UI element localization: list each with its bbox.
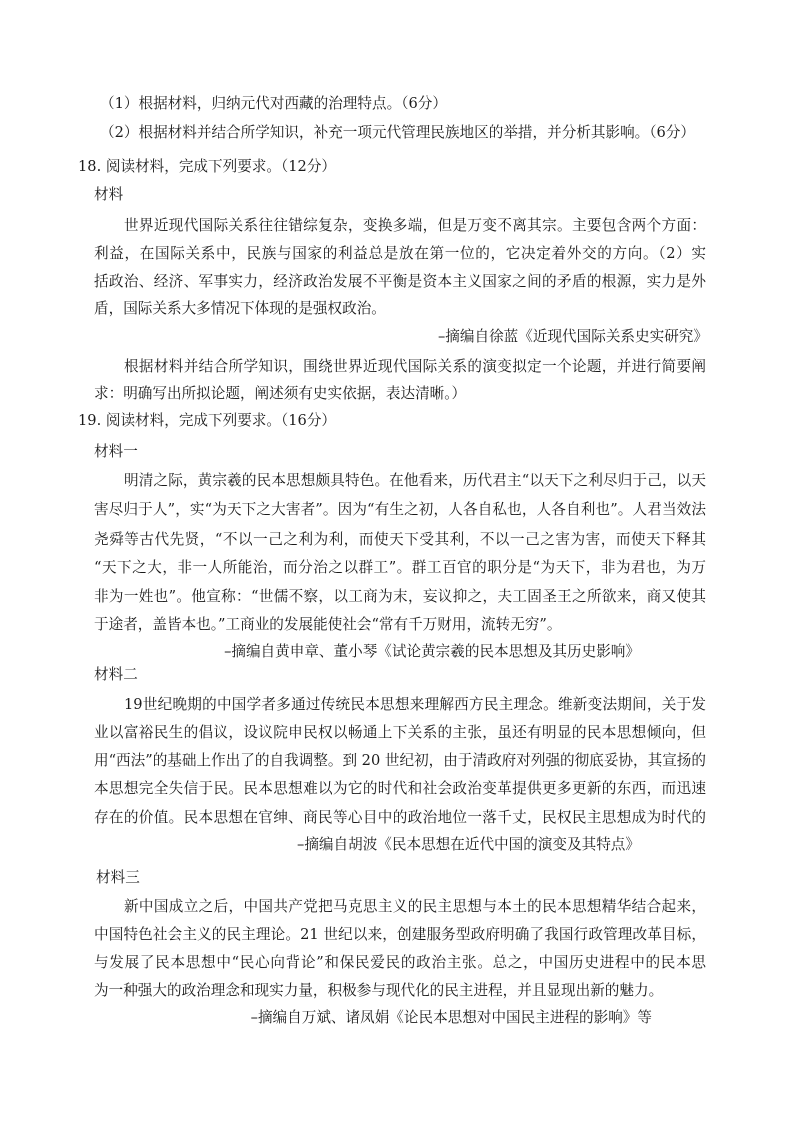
q17-sub1: （1）根据材料，归纳元代对西藏的治理特点。（6分） [100,95,447,112]
q19-m1-line: “天下之大，非一人所能治，而分治之以群工”。群工百官的职分是“为天下，非为君也，为万 [94,559,706,576]
q19-title: 19. 阅读材料，完成下列要求。（16分） [78,412,337,429]
q19-m1-line: 明清之际，黄宗羲的民本思想颇具特色。在他看来，历代君主“以天下之利尽归于己，以天 [124,472,706,489]
q18-task-line: 根据材料并结合所学知识，围绕世界近现代国际关系的演变拟定一个论题，并进行简要阐 [124,358,706,375]
q18-text-line: 盾，国际关系大多情况下体现的是强权政治。 [94,300,386,317]
q19-m3-line: 与发展了民本思想中“民心向背论”和保民爱民的政治主张。总之，中国历史进程中的民本思 [94,954,706,971]
q19-m3-label: 材料三 [96,869,140,886]
q19-m2-label: 材料二 [94,666,138,683]
q19-m2-line: 业以富裕民生的倡议，设议院申民权以畅通上下关系的主张，虽还有明显的民本思想倾向，但 [94,724,706,741]
q19-m1-source: –摘编自黄申章、董小琴《试论黄宗羲的民本思想及其历史影响》 [224,643,640,660]
q18-title: 18. 阅读材料，完成下列要求。（12分） [78,158,337,175]
q19-m3-line: 中国特色社会主义的民主理论。21 世纪以来，创建服务型政府明确了我国行政管理改革目标， [94,926,706,943]
q18-text-line: 世界近现代国际关系往往错综复杂，变换多端，但是万变不离其宗。主要包含两个方面： [124,217,706,234]
q19-m2-line: 19世纪晚期的中国学者多通过传统民本思想来理解西方民主理念。维新变法期间，关于发 [124,696,706,713]
q19-m2-line: 用“西法”的基础上作出了的自我调整。到 20 世纪初，由于清政府对列强的彻底妥协，其宣扬的 [94,752,706,769]
q17-sub2: （2）根据材料并结合所学知识，补充一项元代管理民族地区的举措，并分析其影响。（6分） [100,124,696,141]
q19-m3-line: 新中国成立之后，中国共产党把马克思主义的民主思想与本土的民本思想精华结合起来， [124,898,706,915]
q19-m3-source: –摘编自万斌、诸凤娟《论民本思想对中国民主进程的影响》等 [250,1009,652,1026]
q19-m2-line: 本思想完全失信于民。民本思想难以为它的时代和社会政治变革提供更多更新的东西，而迅速 [94,780,706,797]
q18-source: –摘编自徐蓝《近现代国际关系史实研究》 [438,328,708,345]
q19-m2-source: –摘编自胡波《民本思想在近代中国的演变及其特点》 [297,836,640,853]
q19-m3-line: 为一种强大的政治理念和现实力量，积极参与现代化的民主进程，并且显现出新的魅力。 [94,982,664,999]
q18-text-line: 括政治、经济、军事实力，经济政治发展不平衡是资本主义国家之间的矛盾的根源，实力是外 [94,273,706,290]
q19-m1-line: 非为一姓也”。他宣称：“世儒不察，以工商为末，妄议抑之，夫工固圣王之所欲来，商又使其 [94,588,706,605]
q18-task-line: 求：明确写出所拟论题，阐述须有史实依据，表达清晰。） [94,385,467,402]
q19-m1-line: 尧舜等古代先贤，“不以一己之利为利，而使天下受其利，不以一己之害为害，而使天下释其 [94,531,706,548]
q19-m1-line: 于途者，盖皆本也。”工商业的发展能使社会“常有千万财用，流转无穷”。 [94,616,562,633]
q18-material-label: 材料 [94,186,124,203]
q19-m1-line: 害尽归于人”，实“为天下之大害者”。因为“有生之初，人各自私也，人各自利也”。人君当效法 [94,501,706,518]
q19-m2-line: 存在的价值。民本思想在官绅、商民等心目中的政治地位一落千丈，民权民主思想成为时代的 [94,809,706,826]
q19-m1-label: 材料一 [94,443,138,460]
q18-text-line: 利益，在国际关系中，民族与国家的利益总是放在第一位的，它决定着外交的方向。（2）实 [94,245,706,262]
